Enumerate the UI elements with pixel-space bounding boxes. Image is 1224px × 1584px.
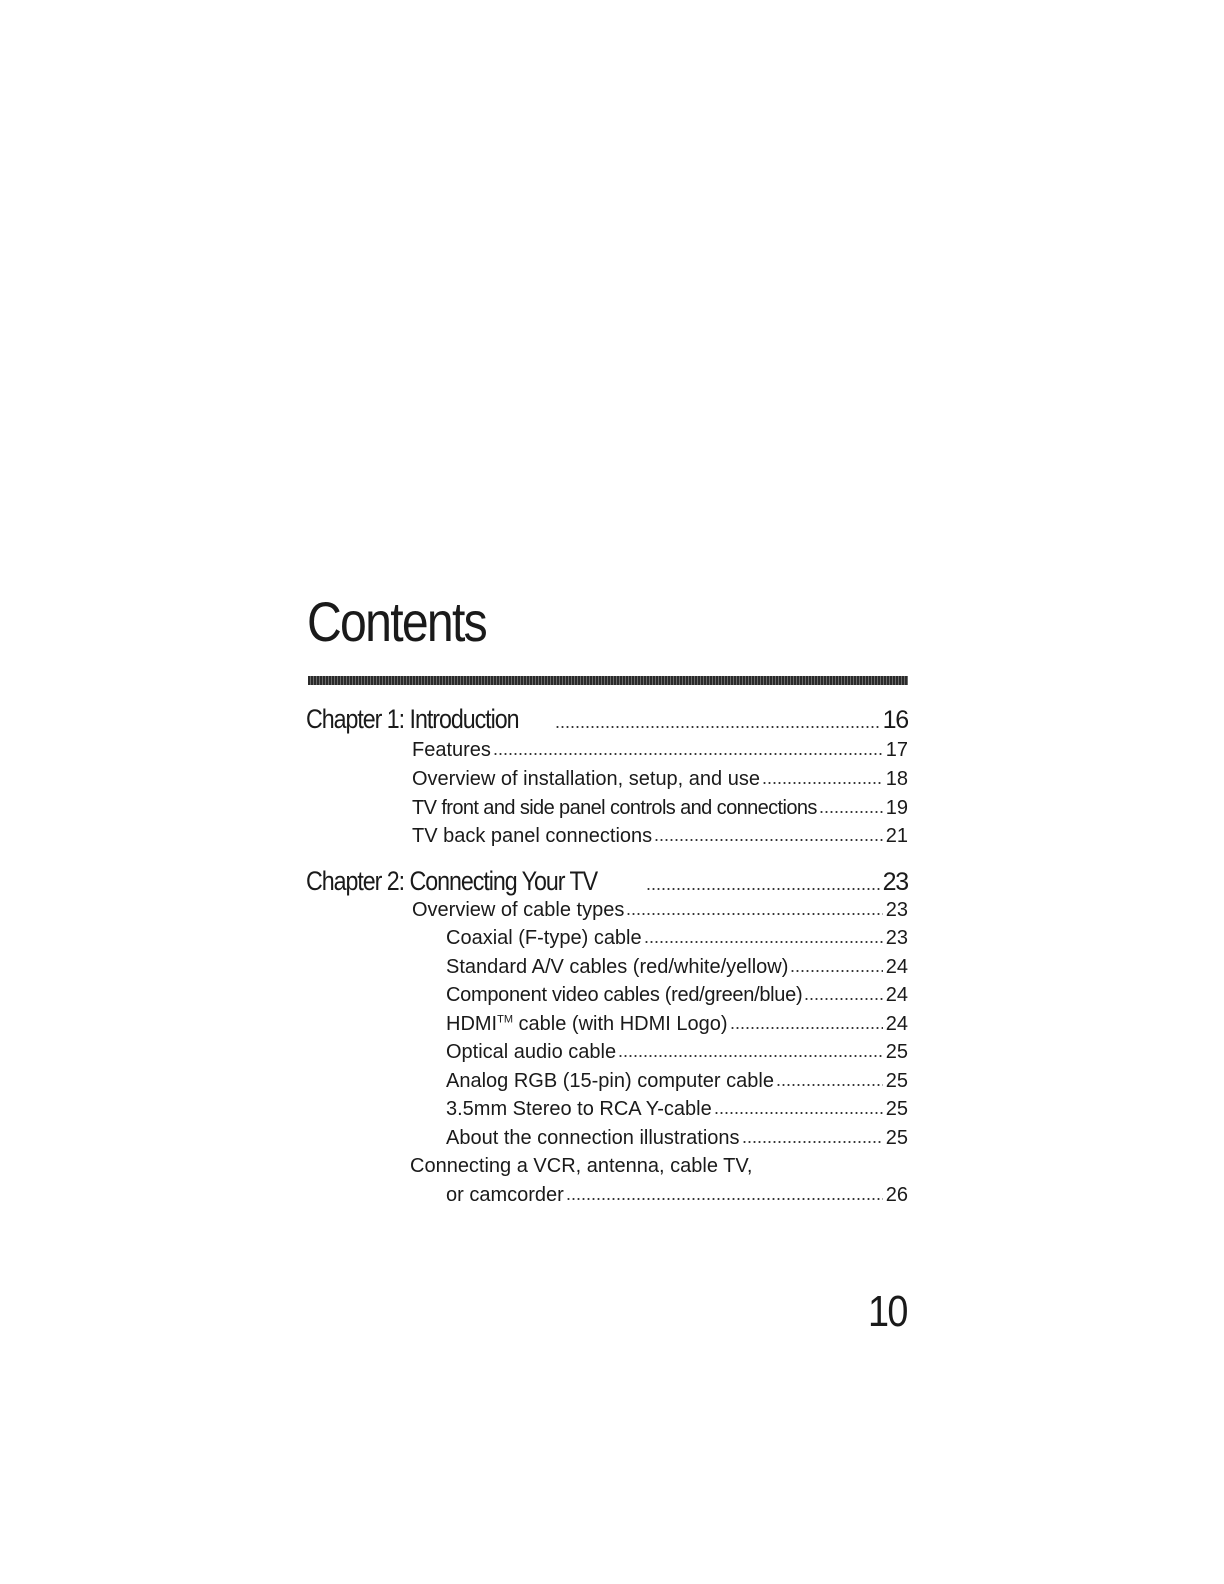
toc-entry-label: Standard A/V cables (red/white/yellow) <box>446 956 789 978</box>
toc-page-number: 19 <box>885 797 908 819</box>
hdmi-cable-text: cable (with HDMI Logo) <box>513 1013 728 1035</box>
dot-leader <box>644 940 883 944</box>
toc-entry-label: 3.5mm Stereo to RCA Y-cable <box>446 1098 712 1120</box>
toc-entry-label-line1[interactable]: Connecting a VCR, antenna, cable TV, <box>410 1155 753 1177</box>
toc-entry-label: Overview of installation, setup, and use <box>412 768 760 790</box>
dot-leader <box>762 781 883 785</box>
toc-entry-label: Coaxial (F-type) cable <box>446 927 642 949</box>
dot-leader <box>819 810 883 814</box>
dot-leader <box>790 969 882 973</box>
toc-entry[interactable] <box>412 740 908 760</box>
toc-entry[interactable] <box>446 1185 908 1205</box>
dot-leader <box>714 1111 883 1115</box>
toc-subentry[interactable] <box>446 1128 908 1148</box>
dot-leader <box>730 1026 883 1030</box>
toc-chapter-1[interactable] <box>306 706 908 733</box>
page-title: Contents <box>307 590 487 653</box>
toc-entry-label: TV front and side panel controls and connections <box>412 797 817 819</box>
toc-entry[interactable] <box>412 826 908 846</box>
toc-page-number: 23 <box>885 927 908 949</box>
toc-page-number: 24 <box>885 1013 908 1035</box>
toc-subentry[interactable] <box>446 1099 908 1119</box>
toc-page-number: 16 <box>882 706 908 734</box>
toc-page-number: 26 <box>885 1184 908 1206</box>
toc-page-number: 25 <box>885 1070 908 1092</box>
hdmi-text: HDMI <box>446 1013 498 1035</box>
trademark-symbol: TM <box>497 1013 513 1026</box>
toc-chapter-2[interactable] <box>306 868 908 895</box>
toc-page-number: 24 <box>885 956 908 978</box>
toc-page-number: 23 <box>882 868 908 896</box>
toc-entry-label <box>446 1014 728 1034</box>
toc-page-number: 25 <box>885 1041 908 1063</box>
toc-page-number: 18 <box>885 768 908 790</box>
toc-page-number: 21 <box>885 825 908 847</box>
toc-entry[interactable] <box>412 769 908 789</box>
dot-leader <box>804 997 882 1001</box>
toc-subentry[interactable] <box>446 985 908 1005</box>
toc-page-number: 25 <box>885 1127 908 1149</box>
dot-leader <box>618 1054 883 1058</box>
dot-leader <box>742 1140 883 1144</box>
toc-entry-label: Overview of cable types <box>412 899 625 921</box>
dot-leader <box>654 838 883 842</box>
toc-entry-label: Features <box>412 739 491 761</box>
dot-leader <box>555 725 880 729</box>
toc-page-number: 24 <box>885 984 908 1006</box>
toc-entry-label: About the connection illustrations <box>446 1127 740 1149</box>
dot-leader <box>646 887 879 891</box>
toc-subentry[interactable] <box>446 1014 908 1034</box>
toc-subentry[interactable] <box>446 928 908 948</box>
toc-entry[interactable] <box>412 900 908 920</box>
page-number: 10 <box>868 1287 907 1336</box>
toc-entry-label: Analog RGB (15-pin) computer cable <box>446 1070 774 1092</box>
dot-leader <box>493 752 883 756</box>
toc-entry[interactable] <box>412 798 908 818</box>
toc-page-number: 23 <box>885 899 908 921</box>
toc-entry-label: TV back panel connections <box>412 825 653 847</box>
toc-subentry[interactable] <box>446 1042 908 1062</box>
dot-leader <box>626 912 882 916</box>
toc-entry-label-line2: or camcorder <box>446 1184 564 1206</box>
toc-subentry[interactable] <box>446 957 908 977</box>
dot-leader <box>776 1083 883 1087</box>
toc-subentry[interactable] <box>446 1071 908 1091</box>
toc-chapter-label: Chapter 1: Introduction <box>306 704 519 734</box>
toc-entry-label: Optical audio cable <box>446 1041 617 1063</box>
toc-page-number: 25 <box>885 1098 908 1120</box>
toc-chapter-label: Chapter 2: Connecting Your TV <box>306 866 598 896</box>
toc-page-number: 17 <box>885 739 908 761</box>
dot-leader <box>566 1197 883 1201</box>
toc-entry-label: Component video cables (red/green/blue) <box>446 984 803 1006</box>
